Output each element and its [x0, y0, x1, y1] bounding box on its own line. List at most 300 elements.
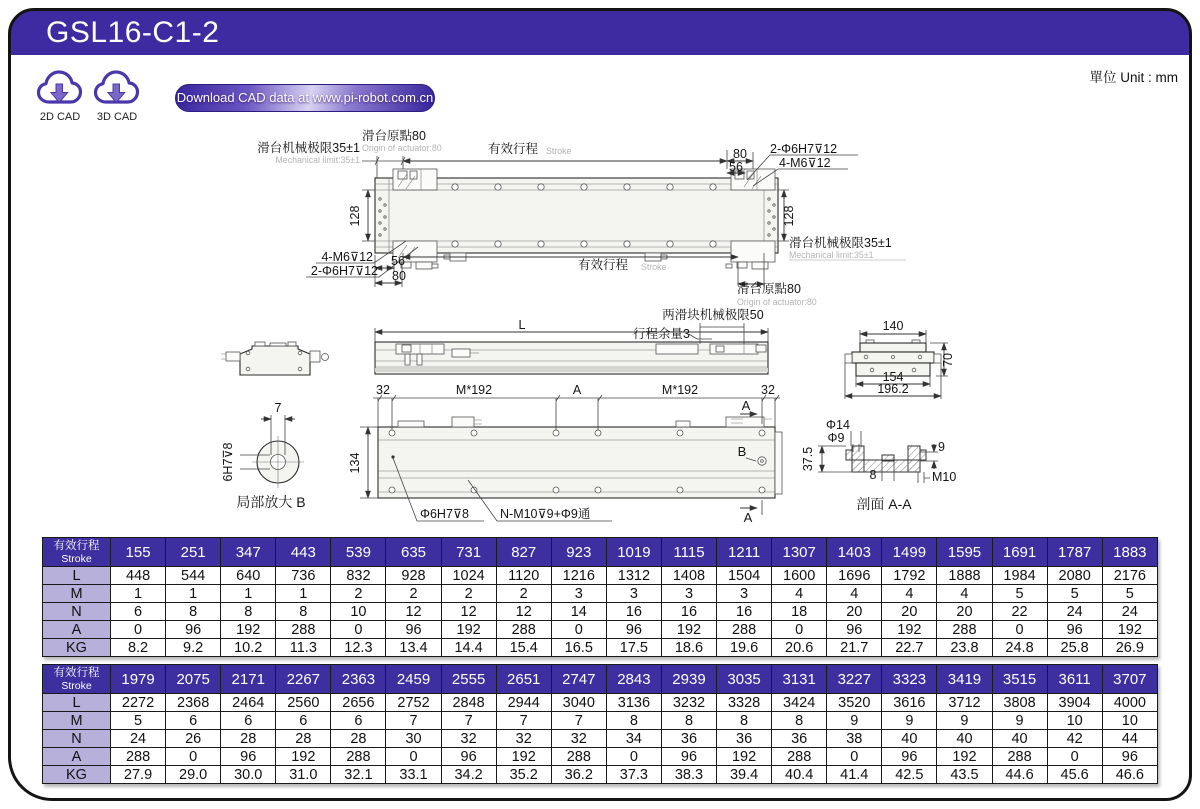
spec-cell: 0	[827, 748, 882, 766]
spec-cell: 37.3	[606, 766, 661, 784]
spec-cell: 28	[221, 730, 276, 748]
spec-cell: 31.0	[276, 766, 331, 784]
spec-cell: 8.2	[111, 639, 166, 657]
stroke-value-cell: 3707	[1102, 665, 1157, 694]
dim-70: 70	[941, 353, 955, 367]
origin-label-bottom: 滑台原點80	[737, 282, 801, 296]
spec-cell: 42	[1047, 730, 1102, 748]
spec-cell: 3424	[772, 694, 827, 712]
spec-cell: 43.5	[937, 766, 992, 784]
detail-b-caption: 局部放大 B	[236, 494, 306, 510]
spec-cell: 1792	[882, 567, 937, 585]
spec-cell: 8	[717, 712, 772, 730]
spec-cell: 192	[882, 621, 937, 639]
spec-cell: 10	[1047, 712, 1102, 730]
spec-cell: 26.9	[1102, 639, 1157, 657]
spec-cell: 12	[386, 603, 441, 621]
dim-32-left: 32	[376, 383, 390, 397]
row-label-cell: KG	[43, 766, 111, 784]
side-profile-view	[375, 307, 768, 374]
spec-cell: 4	[772, 585, 827, 603]
spec-cell: 41.4	[827, 766, 882, 784]
stroke-value-cell: 251	[166, 538, 221, 567]
section-aa-view	[801, 418, 956, 512]
row-label-cell: A	[43, 621, 111, 639]
spec-cell: 32	[441, 730, 496, 748]
spec-cell: 16	[661, 603, 716, 621]
spec-cell: 288	[772, 748, 827, 766]
stroke-value-cell: 1019	[606, 538, 661, 567]
spec-cell: 1	[166, 585, 221, 603]
stroke-value-cell: 2075	[166, 665, 221, 694]
spec-cell: 2176	[1102, 567, 1157, 585]
spec-cell: 0	[386, 748, 441, 766]
stroke-value-cell: 1115	[661, 538, 716, 567]
spec-cell: 288	[331, 748, 386, 766]
spec-cell: 832	[331, 567, 386, 585]
pitch-right: M*192	[661, 383, 699, 397]
dowel-holes-label: 2-Φ6H7⊽12	[770, 142, 838, 156]
unit-label: 單位 Unit : mm	[1089, 70, 1178, 85]
spec-cell: 1120	[496, 567, 551, 585]
mech-limit-label: 滑台机械极限35±1	[257, 141, 360, 155]
spec-cell: 39.4	[717, 766, 772, 784]
dim-56-bottom: 56	[391, 254, 405, 268]
spec-cell: 544	[166, 567, 221, 585]
spec-cell: 7	[496, 712, 551, 730]
spec-cell: 22	[992, 603, 1047, 621]
spec-cell: 28	[276, 730, 331, 748]
technical-drawings	[0, 120, 1200, 535]
stroke-value-cell: 3515	[992, 665, 1047, 694]
stroke-value-cell: 3611	[1047, 665, 1102, 694]
spec-cell: 40	[937, 730, 992, 748]
spec-cell: 6	[221, 712, 276, 730]
spec-cell: 0	[992, 621, 1047, 639]
stroke-label-en: Stroke	[546, 146, 572, 156]
spec-cell: 2752	[386, 694, 441, 712]
spec-cell: 2368	[166, 694, 221, 712]
spec-cell: 3	[606, 585, 661, 603]
spec-cell: 9.2	[166, 639, 221, 657]
spec-cell: 44.6	[992, 766, 1047, 784]
stroke-value-cell: 827	[496, 538, 551, 567]
spec-cell: 36.2	[551, 766, 606, 784]
spec-cell: 1	[221, 585, 276, 603]
dim-32-right: 32	[761, 383, 775, 397]
spec-cell: 24	[111, 730, 166, 748]
stroke-value-cell: 3131	[772, 665, 827, 694]
spec-cell: 640	[221, 567, 276, 585]
stroke-value-cell: 2939	[661, 665, 716, 694]
spec-cell: 2560	[276, 694, 331, 712]
spec-cell: 192	[937, 748, 992, 766]
spec-cell: 2272	[111, 694, 166, 712]
stroke-value-cell: 2843	[606, 665, 661, 694]
stroke-value-cell: 1883	[1102, 538, 1157, 567]
spec-cell: 16	[717, 603, 772, 621]
spec-cell: 6	[166, 712, 221, 730]
spec-cell: 3328	[717, 694, 772, 712]
page-title: GSL16-C1-2	[46, 16, 220, 49]
spec-cell: 24	[1102, 603, 1157, 621]
detail-b-mark: B	[737, 444, 747, 459]
spec-cell: 192	[221, 621, 276, 639]
dia-14-label: Φ14	[826, 418, 850, 432]
stroke-value-cell: 731	[441, 538, 496, 567]
stroke-label-bottom: 有效行程	[578, 258, 629, 272]
spec-cell: 1216	[551, 567, 606, 585]
spec-cell: 32	[496, 730, 551, 748]
spec-cell: 3520	[827, 694, 882, 712]
dim-L: L	[518, 318, 526, 332]
cad-3d-download[interactable]	[90, 68, 144, 123]
stroke-header-cell: 有效行程 Stroke	[43, 538, 111, 567]
pitch-left: M*192	[455, 383, 493, 397]
spec-cell: 4000	[1102, 694, 1157, 712]
spec-cell: 2848	[441, 694, 496, 712]
spec-cell: 13.4	[386, 639, 441, 657]
spec-cell: 12	[441, 603, 496, 621]
origin-label-en: Origin of actuator:80	[362, 143, 442, 153]
spec-cell: 288	[496, 621, 551, 639]
dim-37-5: 37.5	[801, 446, 815, 472]
spec-cell: 14	[551, 603, 606, 621]
spec-cell: 6	[276, 712, 331, 730]
spec-cell: 2	[441, 585, 496, 603]
spec-cell: 3	[551, 585, 606, 603]
row-label-cell: N	[43, 603, 111, 621]
spec-cell: 288	[111, 748, 166, 766]
spec-cell: 22.7	[882, 639, 937, 657]
spec-cell: 448	[111, 567, 166, 585]
spec-cell: 30	[386, 730, 441, 748]
spec-cell: 5	[992, 585, 1047, 603]
stroke-value-cell: 1979	[111, 665, 166, 694]
spec-cell: 3	[661, 585, 716, 603]
stroke-value-cell: 3227	[827, 665, 882, 694]
stroke-value-cell: 155	[111, 538, 166, 567]
stroke-value-cell: 1499	[882, 538, 937, 567]
spec-cell: 40	[882, 730, 937, 748]
spec-cell: 11.3	[276, 639, 331, 657]
spec-cell: 12.3	[331, 639, 386, 657]
download-cad-button[interactable]: Download CAD data at www.pi-robot.com.cn	[175, 84, 435, 112]
spec-cell: 9	[937, 712, 992, 730]
stroke-value-cell: 1787	[1047, 538, 1102, 567]
stroke-value-cell: 923	[551, 538, 606, 567]
stroke-margin-label: 行程余量3	[633, 327, 690, 341]
stroke-value-cell: 2267	[276, 665, 331, 694]
spec-cell: 1	[276, 585, 331, 603]
spec-cell: 4	[882, 585, 937, 603]
spec-cell: 3	[717, 585, 772, 603]
spec-cell: 34.2	[441, 766, 496, 784]
row-label-cell: M	[43, 585, 111, 603]
spec-cell: 42.5	[882, 766, 937, 784]
spec-cell: 20.6	[772, 639, 827, 657]
spec-cell: 1600	[772, 567, 827, 585]
spec-cell: 16	[606, 603, 661, 621]
spec-cell: 1	[111, 585, 166, 603]
spec-cell: 7	[386, 712, 441, 730]
spec-cell: 3232	[661, 694, 716, 712]
dim-9-label: 9	[938, 440, 945, 454]
spec-cell: 2656	[331, 694, 386, 712]
spec-cell: 0	[111, 621, 166, 639]
stroke-value-cell: 1595	[937, 538, 992, 567]
cad-2d-download[interactable]	[33, 68, 87, 123]
spec-cell: 2	[331, 585, 386, 603]
dim-140: 140	[882, 319, 904, 333]
dim-80-bottom: 80	[392, 269, 406, 283]
spec-cell: 14.4	[441, 639, 496, 657]
spec-cell: 26	[166, 730, 221, 748]
spec-cell: 0	[606, 748, 661, 766]
spec-cell: 6	[331, 712, 386, 730]
spec-cell: 8	[606, 712, 661, 730]
spec-cell: 40.4	[772, 766, 827, 784]
mech-limit-right-en: Mechanical limit:35±1	[789, 250, 874, 260]
spec-cell: 6	[111, 603, 166, 621]
origin-label-bottom-en: Origin of actuator:80	[737, 297, 817, 307]
spec-cell: 192	[661, 621, 716, 639]
spec-cell: 1504	[717, 567, 772, 585]
spec-cell: 8	[166, 603, 221, 621]
spec-cell: 2464	[221, 694, 276, 712]
spec-cell: 40	[992, 730, 1047, 748]
thread-m10-label: M10	[932, 470, 957, 484]
stroke-label: 有效行程	[488, 142, 539, 156]
row-label-cell: N	[43, 730, 111, 748]
stroke-value-cell: 2171	[221, 665, 276, 694]
stroke-value-cell: 635	[386, 538, 441, 567]
spec-cell: 38	[827, 730, 882, 748]
mech-limit-right: 滑台机械极限35±1	[789, 236, 892, 250]
spec-cell: 24	[1047, 603, 1102, 621]
bottom-plan-view	[348, 383, 782, 525]
row-label-cell: L	[43, 694, 111, 712]
spec-cell: 928	[386, 567, 441, 585]
spec-cell: 10	[1102, 712, 1157, 730]
spec-cell: 24.8	[992, 639, 1047, 657]
dowel-holes-label-bottom: 2-Φ6H7⊽12	[310, 264, 378, 278]
spec-cell: 28	[331, 730, 386, 748]
dim-80: 80	[733, 147, 747, 161]
mech-limit-label-en: Mechanical limit:35±1	[275, 155, 360, 165]
stroke-value-cell: 1403	[827, 538, 882, 567]
stroke-value-cell: 1691	[992, 538, 1047, 567]
stroke-value-cell: 3323	[882, 665, 937, 694]
cad-2d-label: 2D CAD	[39, 111, 81, 123]
top-plan-view	[257, 128, 906, 307]
spec-cell: 0	[166, 748, 221, 766]
cloud-download-3d-icon	[92, 68, 142, 108]
origin-label: 滑台原點80	[362, 129, 426, 143]
spec-cell: 288	[717, 621, 772, 639]
spec-cell: 192	[441, 621, 496, 639]
stroke-value-cell: 443	[276, 538, 331, 567]
spec-cell: 288	[992, 748, 1047, 766]
row-label-cell: M	[43, 712, 111, 730]
spec-cell: 0	[1047, 748, 1102, 766]
section-mark-a-bottom: A	[743, 510, 753, 525]
spec-cell: 9	[992, 712, 1047, 730]
spec-cell: 3904	[1047, 694, 1102, 712]
spec-cell: 2944	[496, 694, 551, 712]
spec-cell: 3040	[551, 694, 606, 712]
spec-cell: 10.2	[221, 639, 276, 657]
spec-cell: 17.5	[606, 639, 661, 657]
spec-cell: 96	[1102, 748, 1157, 766]
stroke-value-cell: 539	[331, 538, 386, 567]
detail-b-view	[221, 401, 306, 510]
spec-cell: 96	[882, 748, 937, 766]
spec-cell: 3136	[606, 694, 661, 712]
spec-cell: 2080	[1047, 567, 1102, 585]
spec-cell: 288	[551, 748, 606, 766]
dim-A: A	[572, 383, 582, 397]
stroke-value-cell: 2747	[551, 665, 606, 694]
dim-196: 196.2	[877, 382, 909, 396]
spec-cell: 45.6	[1047, 766, 1102, 784]
spec-cell: 7	[551, 712, 606, 730]
tap-holes-label: 4-M6⊽12	[779, 156, 831, 170]
stroke-label-bottom-en: Stroke	[641, 262, 667, 272]
spec-cell: 46.6	[1102, 766, 1157, 784]
spec-cell: 192	[1102, 621, 1157, 639]
spec-cell: 3616	[882, 694, 937, 712]
spec-cell: 32	[551, 730, 606, 748]
mounting-pattern-label: N-M10⊽9+Φ9通	[500, 507, 591, 521]
spec-cell: 9	[827, 712, 882, 730]
dia-9-label: Φ9	[827, 431, 845, 445]
spec-cell: 0	[772, 621, 827, 639]
spec-cell: 4	[937, 585, 992, 603]
spec-cell: 36	[717, 730, 772, 748]
tap-holes-label-bottom: 4-M6⊽12	[321, 250, 373, 264]
spec-cell: 20	[827, 603, 882, 621]
spec-cell: 8	[661, 712, 716, 730]
spec-cell: 20	[882, 603, 937, 621]
stroke-header-cell: 有效行程 Stroke	[43, 665, 111, 694]
dowel-hole-label: Φ6H7⊽8	[420, 507, 470, 521]
spec-cell: 9	[882, 712, 937, 730]
spec-cell: 288	[937, 621, 992, 639]
spec-cell: 96	[166, 621, 221, 639]
spec-cell: 18.6	[661, 639, 716, 657]
spec-cell: 29.0	[166, 766, 221, 784]
spec-cell: 27.9	[111, 766, 166, 784]
spec-cell: 96	[441, 748, 496, 766]
spec-cell: 1312	[606, 567, 661, 585]
spec-cell: 1984	[992, 567, 1047, 585]
spec-cell: 20	[937, 603, 992, 621]
spec-cell: 10	[331, 603, 386, 621]
spec-cell: 21.7	[827, 639, 882, 657]
spec-cell: 1696	[827, 567, 882, 585]
spec-cell: 288	[276, 621, 331, 639]
spec-cell: 15.4	[496, 639, 551, 657]
stroke-value-cell: 1211	[717, 538, 772, 567]
cad-3d-label: 3D CAD	[96, 111, 138, 123]
spec-cell: 5	[1047, 585, 1102, 603]
detail-hole-label: 6H7⊽8	[221, 442, 235, 482]
spec-cell: 1888	[937, 567, 992, 585]
stroke-value-cell: 2459	[386, 665, 441, 694]
spec-table-1	[42, 537, 1158, 657]
cross-end-view	[845, 319, 955, 399]
carriage-end-view	[221, 342, 329, 375]
spec-cell: 0	[331, 621, 386, 639]
spec-cell: 1024	[441, 567, 496, 585]
spec-cell: 30.0	[221, 766, 276, 784]
stroke-value-cell: 2555	[441, 665, 496, 694]
cloud-download-2d-icon	[35, 68, 85, 108]
spec-cell: 4	[827, 585, 882, 603]
section-mark-a-top: A	[741, 398, 751, 413]
spec-cell: 96	[221, 748, 276, 766]
spec-cell: 33.1	[386, 766, 441, 784]
dim-128-left: 128	[348, 205, 362, 227]
spec-cell: 18	[772, 603, 827, 621]
spec-cell: 35.2	[496, 766, 551, 784]
title-bar	[10, 10, 1190, 55]
spec-table-2	[42, 664, 1158, 784]
dim-8-label: 8	[869, 468, 877, 482]
row-label-cell: KG	[43, 639, 111, 657]
section-aa-caption: 剖面 A-A	[856, 496, 912, 512]
stroke-value-cell: 1307	[772, 538, 827, 567]
spec-cell: 96	[827, 621, 882, 639]
spec-cell: 5	[1102, 585, 1157, 603]
spec-cell: 7	[441, 712, 496, 730]
spec-cell: 16.5	[551, 639, 606, 657]
row-label-cell: L	[43, 567, 111, 585]
spec-cell: 8	[276, 603, 331, 621]
spec-cell: 36	[661, 730, 716, 748]
spec-cell: 192	[496, 748, 551, 766]
spec-cell: 192	[717, 748, 772, 766]
spec-cell: 5	[111, 712, 166, 730]
dim-154: 154	[882, 370, 904, 384]
stroke-value-cell: 347	[221, 538, 276, 567]
spec-cell: 3808	[992, 694, 1047, 712]
spec-cell: 36	[772, 730, 827, 748]
spec-cell: 1408	[661, 567, 716, 585]
row-label-cell: A	[43, 748, 111, 766]
dual-slider-limit-label: 两滑块机械极限50	[662, 308, 764, 322]
spec-cell: 96	[661, 748, 716, 766]
spec-cell: 38.3	[661, 766, 716, 784]
spec-cell: 736	[276, 567, 331, 585]
dim-56: 56	[729, 160, 743, 174]
stroke-value-cell: 2651	[496, 665, 551, 694]
spec-cell: 34	[606, 730, 661, 748]
dim-128-right: 128	[782, 205, 796, 227]
spec-cell: 12	[496, 603, 551, 621]
dim-134: 134	[348, 452, 362, 474]
spec-cell: 8	[772, 712, 827, 730]
detail-dim-7: 7	[274, 401, 282, 415]
spec-cell: 44	[1102, 730, 1157, 748]
spec-cell: 2	[386, 585, 441, 603]
spec-cell: 96	[606, 621, 661, 639]
stroke-value-cell: 2363	[331, 665, 386, 694]
spec-cell: 3712	[937, 694, 992, 712]
spec-cell: 96	[386, 621, 441, 639]
spec-cell: 8	[221, 603, 276, 621]
